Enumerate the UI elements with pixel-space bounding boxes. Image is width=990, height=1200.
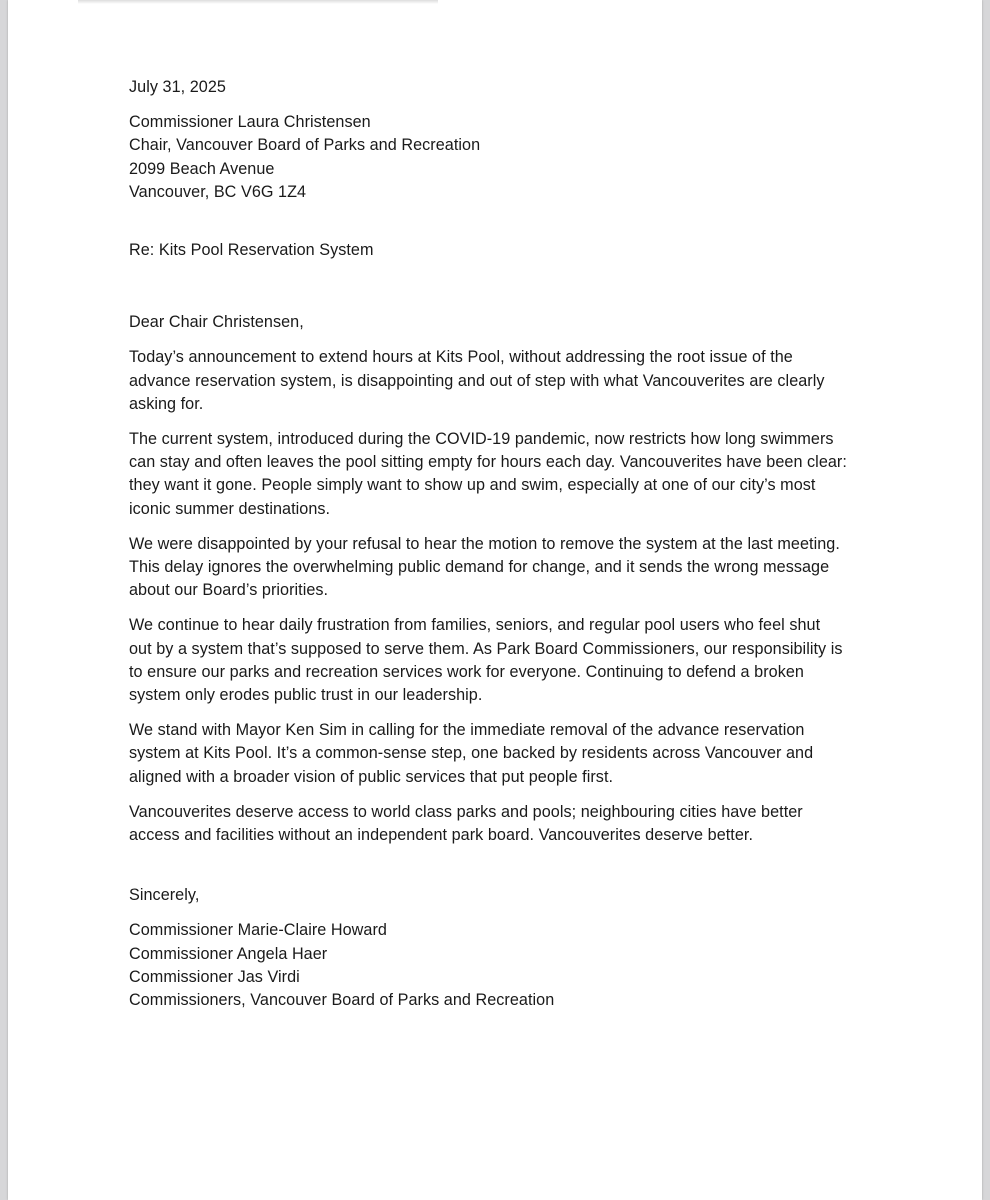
date-line: July 31, 2025: [129, 78, 226, 96]
paragraph-2: [129, 428, 889, 521]
paragraph-line: The current system, introduced during the COVID-19 pandemic, now restricts how long swimmers: [129, 430, 834, 449]
paragraph-6: [129, 801, 889, 847]
scanned-edge: [78, 0, 438, 4]
paragraph-line: access and facilities without an independent park board. Vancouverites deserve better.: [129, 826, 753, 845]
closing: [129, 884, 889, 907]
paragraph-line: We were disappointed by your refusal to hear the motion to remove the system at the last meeting.: [129, 534, 840, 553]
recipient-line: Vancouver, BC V6G 1Z4: [129, 182, 307, 201]
paragraph-line: aligned with a broader vision of public services that put people first.: [129, 767, 614, 786]
paragraph-line: iconic summer destinations.: [129, 499, 331, 518]
paragraph-line: system only erodes public trust in our leadership.: [129, 686, 483, 705]
subject-line: [129, 239, 889, 262]
paragraph-line: We stand with Mayor Ken Sim in calling for the immediate removal of the advance reservation: [129, 721, 805, 740]
paragraph-line: advance reservation system, is disappointing and out of step with what Vancouverites are clearly: [129, 371, 825, 390]
paragraph-line: can stay and often leaves the pool sitting empty for hours each day. Vancouverites have been clear:: [129, 453, 847, 472]
signatory-line: Commissioners, Vancouver Board of Parks and Recreation: [129, 991, 555, 1010]
recipient-line: 2099 Beach Avenue: [129, 159, 275, 178]
signatory-line: Commissioner Marie-Claire Howard: [129, 921, 387, 940]
paragraph-4: [129, 614, 889, 707]
paragraph-line: Vancouverites deserve access to world class parks and pools; neighbouring cities have better: [129, 802, 803, 821]
salutation: [129, 311, 889, 334]
paragraph-line: system at Kits Pool. It’s a common-sense step, one backed by residents across Vancouver and: [129, 744, 814, 763]
paragraph-line: out by a system that’s supposed to serve them. As Park Board Commissioners, our responsibility is: [129, 639, 843, 658]
paragraph-line: about our Board’s priorities.: [129, 581, 329, 600]
paragraph-line: to ensure our parks and recreation services work for everyone. Continuing to defend a broken: [129, 662, 804, 681]
letter-body: [129, 76, 889, 1012]
paragraph-5: [129, 719, 889, 789]
recipient-address: [129, 111, 889, 204]
signatories: [129, 919, 889, 1012]
paragraph-line: asking for.: [129, 394, 204, 413]
recipient-line: Commissioner Laura Christensen: [129, 113, 371, 132]
paragraph-1: [129, 346, 889, 416]
letter-page: [8, 0, 982, 1200]
recipient-line: Chair, Vancouver Board of Parks and Recreation: [129, 136, 481, 155]
paragraph-line: Today’s announcement to extend hours at Kits Pool, without addressing the root issue of the: [129, 348, 793, 367]
closing-text: Sincerely,: [129, 886, 200, 905]
signatory-line: Commissioner Jas Virdi: [129, 967, 300, 986]
paragraph-line: We continue to hear daily frustration from families, seniors, and regular pool users who feel shut: [129, 616, 821, 635]
letter-date: [129, 76, 889, 99]
paragraph-line: they want it gone. People simply want to show up and swim, especially at one of our city’s most: [129, 476, 816, 495]
subject-text: Re: Kits Pool Reservation System: [129, 241, 374, 260]
paragraph-line: This delay ignores the overwhelming public demand for change, and it sends the wrong message: [129, 558, 830, 577]
paragraph-3: [129, 533, 889, 603]
salutation-text: Dear Chair Christensen,: [129, 313, 304, 332]
signatory-line: Commissioner Angela Haer: [129, 944, 328, 963]
